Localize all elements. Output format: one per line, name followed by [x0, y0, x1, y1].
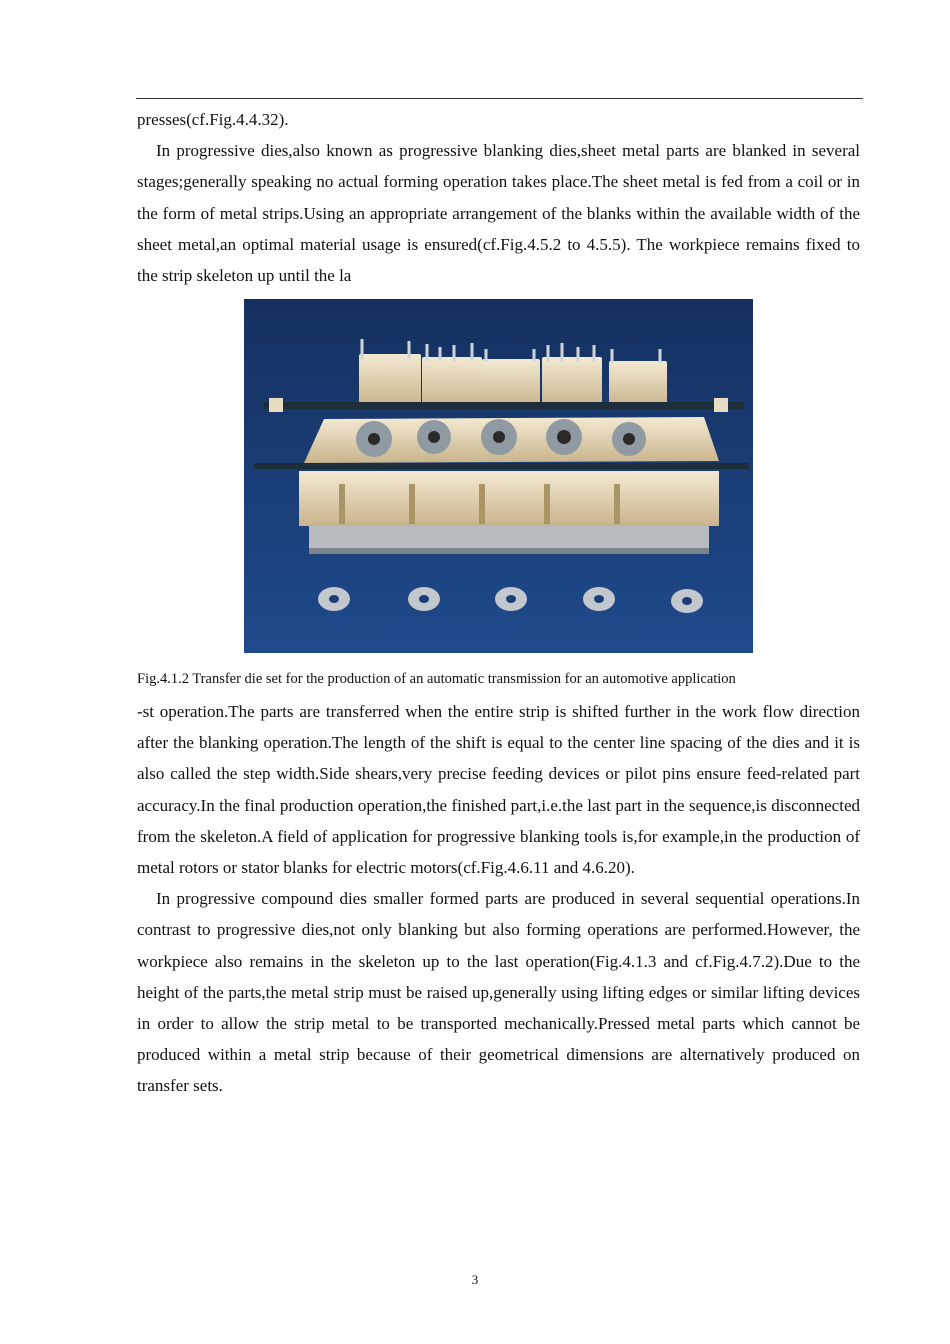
figure-caption: Fig.4.1.2 Transfer die set for the production of an automatic transmission for an automotive application: [137, 671, 736, 687]
page-number: 3: [471, 1272, 479, 1287]
text-block-top: [137, 104, 860, 291]
paragraph-progressive-compound-dies: In progressive compound dies smaller formed parts are produced in several sequential operations.In contrast to progressive dies,not only blanking but also forming operations are performed.However, the workpiece also remains in the skeleton up to the last operation(Fig.4.1.3 and cf.Fig.4.7.2).Due to the height of the parts,the metal strip must be raised up,generally using lifting edges or similar lifting devices in order to allow the strip metal to be transported mechanically.Pressed metal parts which cannot be produced within a metal strip because of their geometrical dimensions are alternatively produced on transfer sets.: [137, 889, 860, 1096]
paragraph-continuation: presses(cf.Fig.4.4.32).: [137, 110, 289, 129]
transfer-die-set-image: [244, 299, 753, 653]
paragraph-progressive-dies: In progressive dies,also known as progressive blanking dies,sheet metal parts are blanked in several stages;generally speaking no actual forming operation takes place.The sheet metal is fed from a coil or in the form of metal strips.Using an appropriate arrangement of the blanks within the available width of the sheet metal,an optimal material usage is ensured(cf.Fig.4.5.2 to 4.5.5). The workpiece remains fixed to the strip skeleton up until the la: [137, 141, 860, 286]
figure-photo: [244, 299, 753, 653]
paragraph-continuation-2: -st operation.The parts are transferred when the entire strip is shifted further in the work flow direction after the blanking operation.The length of the shift is equal to the center line spacing of the dies and it is also called the step width.Side shears,very precise feeding devices or pilot pins ensure feed-related part accuracy.In the final production operation,the finished part,i.e.the last part in the sequence,is disconnected from the skeleton.A field of application for progressive blanking tools is,for example,in the production of metal rotors or stator blanks for electric motors(cf.Fig.4.6.11 and 4.6.20).: [137, 702, 860, 878]
text-block-bottom: [137, 696, 860, 1102]
header-rule: [136, 98, 863, 99]
